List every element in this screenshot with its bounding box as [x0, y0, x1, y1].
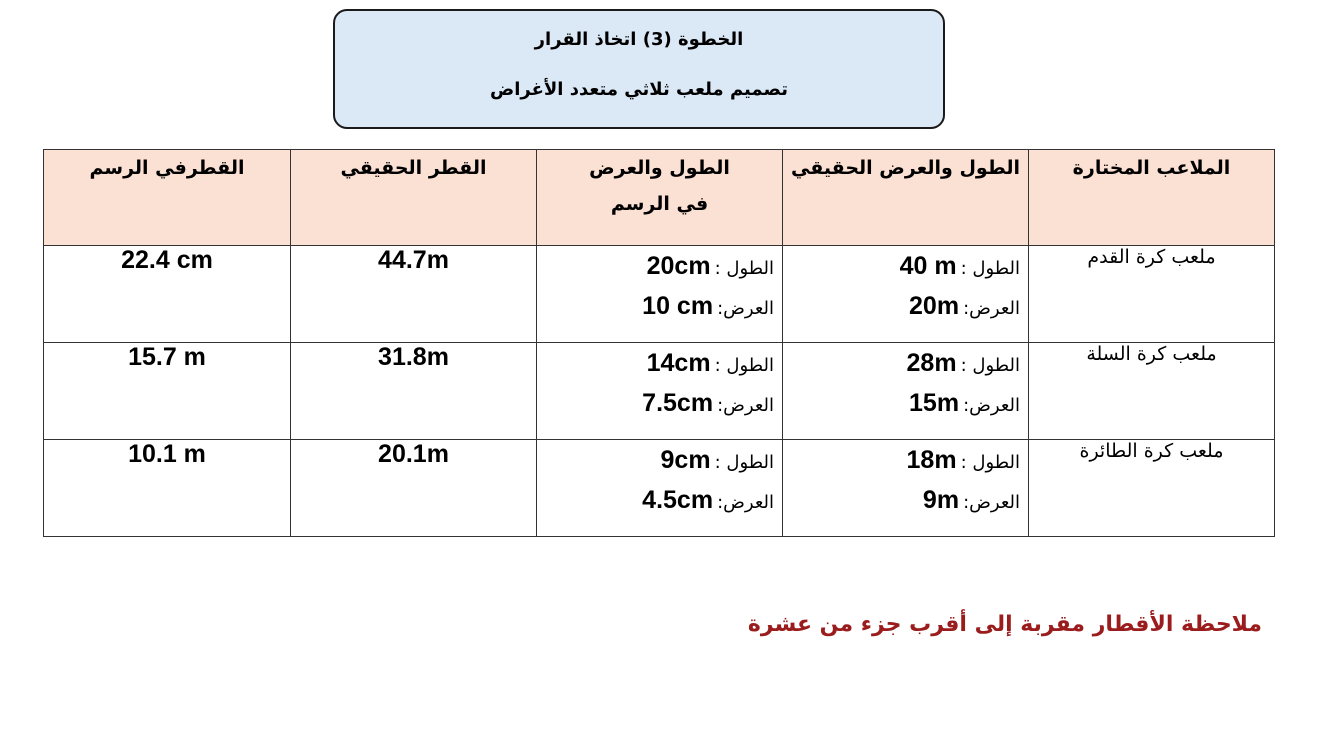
task-title: تصميم ملعب ثلاثي متعدد الأغراض: [490, 79, 788, 100]
length-label: الطول :: [960, 452, 1020, 473]
header-drawing-diagonal: القطرفي الرسم: [44, 150, 291, 246]
drawing-length-value: 9cm: [660, 446, 711, 474]
title-box: [333, 9, 945, 129]
field-name: ملعب كرة القدم: [1029, 246, 1275, 343]
real-width-value: 15m: [909, 389, 960, 417]
real-diagonal-cell: 44.7m: [291, 246, 537, 343]
drawing-width-line: [537, 286, 782, 326]
header-real-dims: الطول والعرض الحقيقي: [783, 150, 1029, 246]
field-name: ملعب كرة الطائرة: [1029, 440, 1275, 537]
real-diagonal-cell: 31.8m: [291, 343, 537, 440]
header-real-diagonal: القطر الحقيقي: [291, 150, 537, 246]
width-label: العرض:: [963, 492, 1020, 513]
step-title: الخطوة (3) اتخاذ القرار: [534, 29, 744, 50]
real-length-value: 28m: [906, 349, 957, 377]
fields-table: [43, 149, 1275, 537]
drawing-diagonal-cell: 10.1 m: [44, 440, 291, 537]
drawing-length-value: 20cm: [646, 252, 711, 280]
table-header-row: [44, 150, 1275, 246]
table-row: [44, 246, 1275, 343]
real-width-value: 9m: [922, 486, 960, 514]
drawing-dims-cell: [537, 246, 783, 343]
width-label: العرض:: [717, 298, 774, 319]
length-label: الطول :: [714, 355, 774, 376]
drawing-dims-cell: [537, 343, 783, 440]
real-length-line: [783, 440, 1028, 480]
length-label: الطول :: [960, 258, 1020, 279]
header-fields: الملاعب المختارة: [1029, 150, 1275, 246]
real-width-line: [783, 286, 1028, 326]
real-width-value: 20m: [909, 292, 960, 320]
drawing-width-line: [537, 383, 782, 423]
table-row: [44, 440, 1275, 537]
real-width-line: [783, 480, 1028, 520]
drawing-length-line: [537, 440, 782, 480]
real-dims-cell: [783, 440, 1029, 537]
width-label: العرض:: [717, 395, 774, 416]
drawing-diagonal-cell: 15.7 m: [44, 343, 291, 440]
table-row: [44, 343, 1275, 440]
real-diagonal-cell: 20.1m: [291, 440, 537, 537]
length-label: الطول :: [960, 355, 1020, 376]
width-label: العرض:: [717, 492, 774, 513]
drawing-length-line: [537, 246, 782, 286]
width-label: العرض:: [963, 298, 1020, 319]
header-drawing-dims-line1: الطول والعرض: [589, 157, 730, 179]
drawing-length-value: 14cm: [646, 349, 711, 377]
drawing-dims-cell: [537, 440, 783, 537]
real-length-line: [783, 246, 1028, 286]
drawing-width-value: 7.5cm: [642, 389, 714, 417]
drawing-width-value: 10 cm: [642, 292, 714, 320]
real-width-line: [783, 383, 1028, 423]
real-dims-cell: [783, 343, 1029, 440]
real-length-line: [783, 343, 1028, 383]
length-label: الطول :: [714, 452, 774, 473]
drawing-width-value: 4.5cm: [642, 486, 714, 514]
rounding-note: ملاحظة الأقطار مقربة إلى أقرب جزء من عشرة: [747, 612, 1262, 637]
drawing-diagonal-cell: 22.4 cm: [44, 246, 291, 343]
header-drawing-dims: [537, 150, 783, 246]
length-label: الطول :: [714, 258, 774, 279]
real-dims-cell: [783, 246, 1029, 343]
field-name: ملعب كرة السلة: [1029, 343, 1275, 440]
drawing-length-line: [537, 343, 782, 383]
real-length-value: 18m: [906, 446, 957, 474]
drawing-width-line: [537, 480, 782, 520]
width-label: العرض:: [963, 395, 1020, 416]
real-length-value: 40 m: [899, 252, 957, 280]
header-drawing-dims-line2: في الرسم: [610, 193, 709, 215]
